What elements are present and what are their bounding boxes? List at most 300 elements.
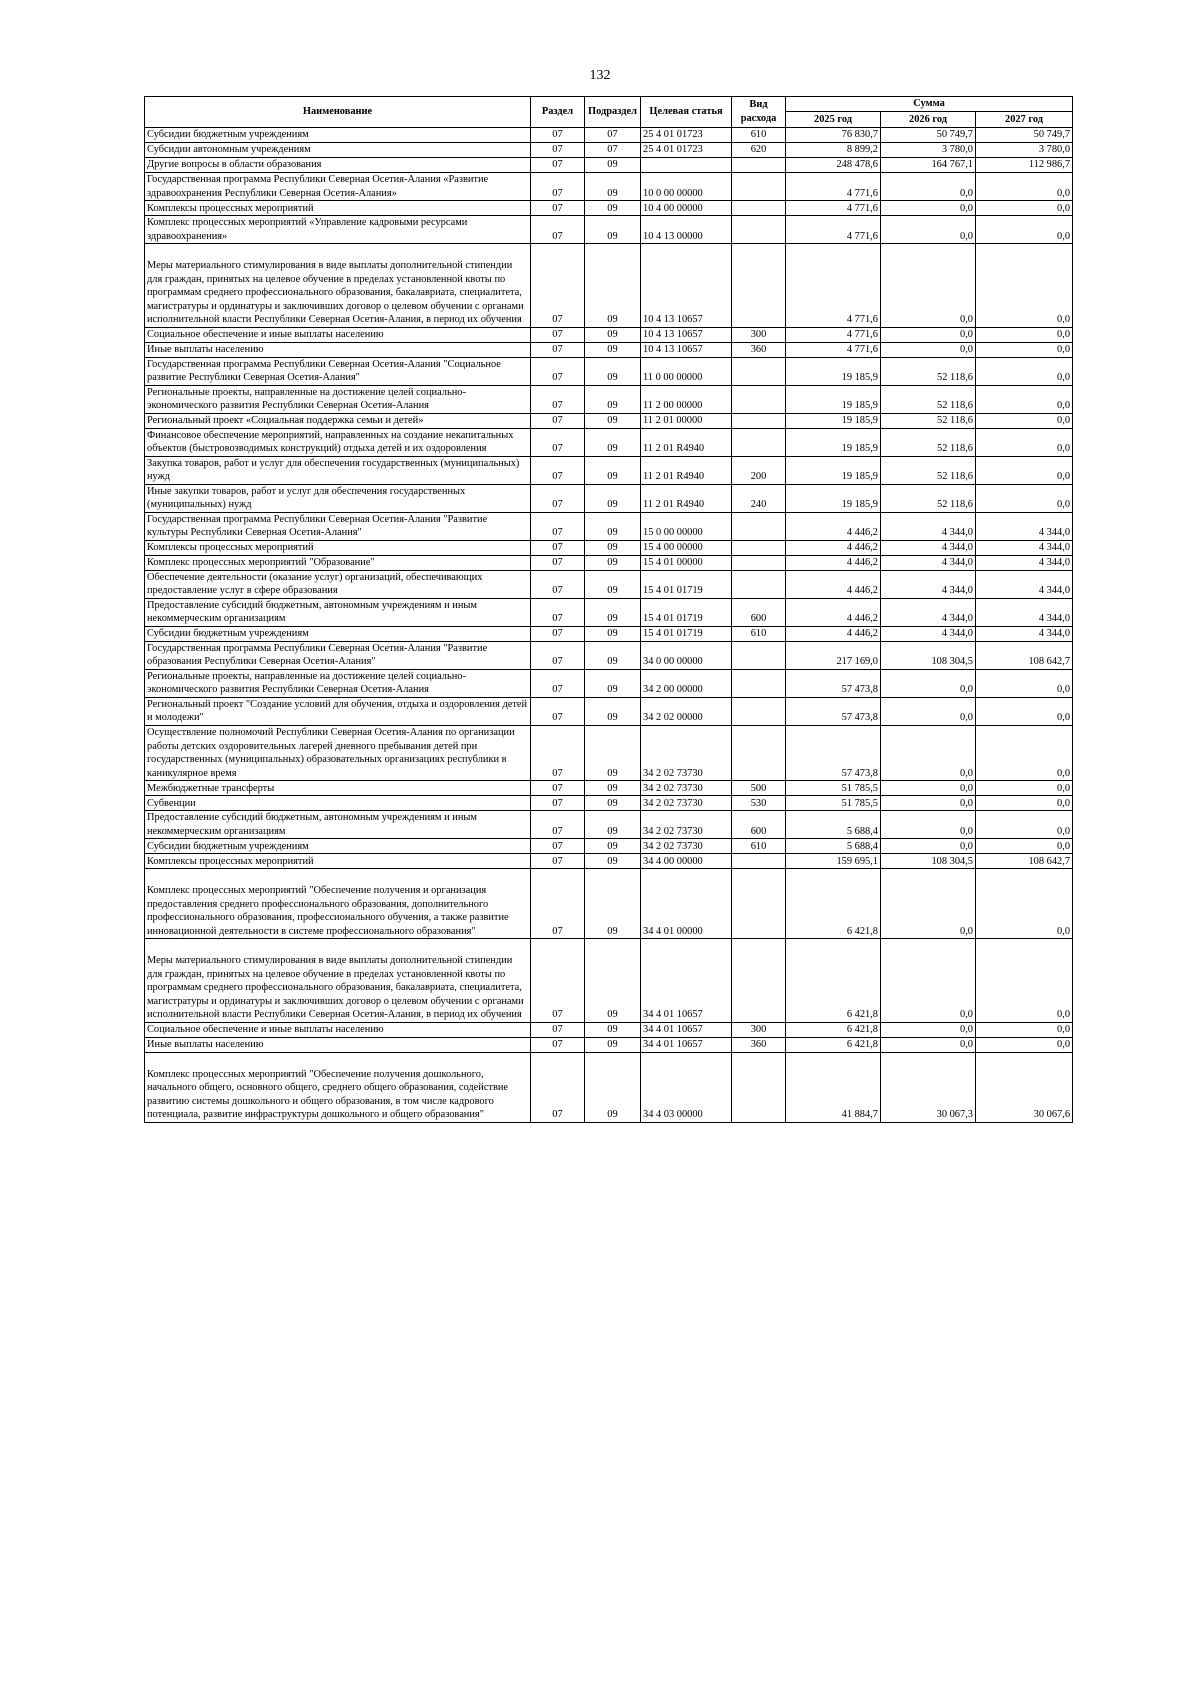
row-expense-type (732, 555, 786, 570)
row-sum-2025: 4 771,6 (786, 342, 881, 357)
row-sum-2026: 108 304,5 (881, 854, 976, 869)
row-sum-2026: 52 118,6 (881, 456, 976, 484)
row-sum-2025: 19 185,9 (786, 413, 881, 428)
row-expense-type (732, 697, 786, 725)
row-expense-type (732, 570, 786, 598)
row-name: Предоставление субсидий бюджетным, автономным учреждениям и иным некоммерческим организациям (145, 598, 531, 626)
table-row (145, 570, 1073, 598)
row-sum-2026: 4 344,0 (881, 555, 976, 570)
row-target: 15 4 00 00000 (641, 540, 732, 555)
row-sum-2026: 0,0 (881, 697, 976, 725)
row-name: Обеспечение деятельности (оказание услуг) организаций, обеспечивающих предоставление услуг в сфере образования (145, 570, 531, 598)
row-subsection: 09 (585, 540, 641, 555)
table-row (145, 456, 1073, 484)
row-section: 07 (531, 839, 585, 854)
header-2026: 2026 год (881, 112, 976, 128)
row-target: 11 2 00 00000 (641, 385, 732, 413)
row-name: Государственная программа Республики Северная Осетия-Алания "Развитие образования Республики Северная Осетия-Алания" (145, 641, 531, 669)
table-row (145, 854, 1073, 869)
row-expense-type (732, 641, 786, 669)
row-subsection: 09 (585, 869, 641, 939)
row-sum-2026: 52 118,6 (881, 428, 976, 456)
row-sum-2026: 30 067,3 (881, 1052, 976, 1122)
table-row (145, 216, 1073, 244)
row-sum-2026: 3 780,0 (881, 143, 976, 158)
row-subsection: 09 (585, 158, 641, 173)
table-row (145, 484, 1073, 512)
row-sum-2025: 19 185,9 (786, 428, 881, 456)
row-sum-2026: 0,0 (881, 781, 976, 796)
row-target: 15 4 01 01719 (641, 570, 732, 598)
table-row (145, 201, 1073, 216)
header-target: Целевая статья (641, 97, 732, 128)
row-sum-2027: 4 344,0 (976, 540, 1073, 555)
row-sum-2026: 0,0 (881, 811, 976, 839)
row-subsection: 07 (585, 128, 641, 143)
row-expense-type: 300 (732, 327, 786, 342)
row-sum-2025: 5 688,4 (786, 839, 881, 854)
row-sum-2027: 0,0 (976, 725, 1073, 780)
row-target: 10 4 00 00000 (641, 201, 732, 216)
row-sum-2027: 112 986,7 (976, 158, 1073, 173)
table-row (145, 839, 1073, 854)
row-sum-2027: 0,0 (976, 357, 1073, 385)
row-name: Комплекс процессных мероприятий "Образование" (145, 555, 531, 570)
row-sum-2025: 248 478,6 (786, 158, 881, 173)
row-sum-2027: 4 344,0 (976, 512, 1073, 540)
row-section: 07 (531, 781, 585, 796)
row-target: 34 2 02 73730 (641, 781, 732, 796)
row-target: 10 0 00 00000 (641, 173, 732, 201)
row-name: Региональный проект "Создание условий для обучения, отдыха и оздоровления детей и молодежи" (145, 697, 531, 725)
row-section: 07 (531, 1022, 585, 1037)
row-sum-2025: 19 185,9 (786, 385, 881, 413)
row-target: 34 2 02 73730 (641, 725, 732, 780)
page-number: 132 (589, 68, 611, 83)
row-sum-2025: 217 169,0 (786, 641, 881, 669)
row-expense-type (732, 428, 786, 456)
row-sum-2026: 52 118,6 (881, 484, 976, 512)
row-sum-2027: 0,0 (976, 201, 1073, 216)
row-sum-2027: 108 642,7 (976, 854, 1073, 869)
row-subsection: 09 (585, 697, 641, 725)
row-expense-type (732, 385, 786, 413)
row-expense-type (732, 201, 786, 216)
row-name: Региональные проекты, направленные на достижение целей социально-экономического развития Республики Северная Осетия-Алания (145, 669, 531, 697)
row-sum-2026: 0,0 (881, 1037, 976, 1052)
row-sum-2026: 0,0 (881, 869, 976, 939)
header-sum: Сумма (786, 97, 1073, 112)
row-target: 10 4 13 10657 (641, 327, 732, 342)
row-expense-type (732, 413, 786, 428)
table-row (145, 1022, 1073, 1037)
row-sum-2026: 108 304,5 (881, 641, 976, 669)
row-name: Социальное обеспечение и иные выплаты населению (145, 1022, 531, 1037)
table-row (145, 385, 1073, 413)
row-name: Иные закупки товаров, работ и услуг для обеспечения государственных (муниципальных) нужд (145, 484, 531, 512)
row-sum-2027: 0,0 (976, 456, 1073, 484)
row-sum-2027: 0,0 (976, 342, 1073, 357)
row-expense-type: 530 (732, 796, 786, 811)
row-sum-2026: 0,0 (881, 327, 976, 342)
row-name: Социальное обеспечение и иные выплаты населению (145, 327, 531, 342)
row-sum-2027: 0,0 (976, 939, 1073, 1023)
row-sum-2025: 19 185,9 (786, 456, 881, 484)
row-target: 34 2 02 73730 (641, 811, 732, 839)
row-sum-2025: 57 473,8 (786, 697, 881, 725)
table-row (145, 128, 1073, 143)
row-target: 34 4 03 00000 (641, 1052, 732, 1122)
row-expense-type (732, 869, 786, 939)
row-name: Государственная программа Республики Северная Осетия-Алания "Развитие культуры Республики Северная Осетия-Алания" (145, 512, 531, 540)
row-expense-type (732, 216, 786, 244)
row-sum-2025: 19 185,9 (786, 357, 881, 385)
row-subsection: 09 (585, 781, 641, 796)
table-row (145, 641, 1073, 669)
row-sum-2026: 0,0 (881, 669, 976, 697)
row-sum-2027: 0,0 (976, 697, 1073, 725)
row-name: Комплекс процессных мероприятий "Обеспечение получения и организация предоставления среднего профессионального образования, дополнительного профессионального образования, профессионального обучения, а также развитие инновационной деятельности в системе профессионального образования" (145, 869, 531, 939)
row-sum-2026: 4 344,0 (881, 540, 976, 555)
row-sum-2027: 0,0 (976, 484, 1073, 512)
row-sum-2025: 4 446,2 (786, 626, 881, 641)
row-section: 07 (531, 1037, 585, 1052)
row-section: 07 (531, 456, 585, 484)
row-sum-2025: 4 771,6 (786, 327, 881, 342)
row-target: 34 0 00 00000 (641, 641, 732, 669)
row-section: 07 (531, 428, 585, 456)
row-subsection: 09 (585, 456, 641, 484)
row-sum-2027: 0,0 (976, 781, 1073, 796)
row-sum-2027: 0,0 (976, 413, 1073, 428)
row-subsection: 09 (585, 244, 641, 328)
row-subsection: 09 (585, 669, 641, 697)
row-sum-2026: 4 344,0 (881, 626, 976, 641)
row-name: Иные выплаты населению (145, 342, 531, 357)
row-target: 10 4 13 10657 (641, 342, 732, 357)
row-name: Государственная программа Республики Северная Осетия-Алания "Социальное развитие Республики Северная Осетия-Алания" (145, 357, 531, 385)
row-sum-2027: 0,0 (976, 796, 1073, 811)
table-row (145, 143, 1073, 158)
row-section: 07 (531, 385, 585, 413)
row-name: Государственная программа Республики Северная Осетия-Алания «Развитие здравоохранения Республики Северная Осетия-Алания» (145, 173, 531, 201)
row-name: Финансовое обеспечение мероприятий, направленных на создание некапитальных объектов (быстровозводимых конструкций) отдыха детей и их оздоровления (145, 428, 531, 456)
row-target: 11 2 01 R4940 (641, 484, 732, 512)
row-name: Другие вопросы в области образования (145, 158, 531, 173)
row-expense-type: 600 (732, 811, 786, 839)
row-sum-2027: 0,0 (976, 173, 1073, 201)
row-section: 07 (531, 327, 585, 342)
row-subsection: 09 (585, 428, 641, 456)
row-sum-2026: 0,0 (881, 216, 976, 244)
row-sum-2025: 19 185,9 (786, 484, 881, 512)
row-subsection: 09 (585, 216, 641, 244)
row-target: 25 4 01 01723 (641, 143, 732, 158)
row-name: Предоставление субсидий бюджетным, автономным учреждениям и иным некоммерческим организациям (145, 811, 531, 839)
row-section: 07 (531, 869, 585, 939)
row-name: Комплекс процессных мероприятий "Обеспечение получения дошкольного, начального общего, основного общего, среднего общего образования, содействие развитию системы дошкольного и общего образования, в том числе кадрового потенциала, развитие инфраструктуры дошкольного и общего образования" (145, 1052, 531, 1122)
row-target: 10 4 13 10657 (641, 244, 732, 328)
row-target: 34 4 01 10657 (641, 1022, 732, 1037)
row-sum-2025: 5 688,4 (786, 811, 881, 839)
row-sum-2027: 4 344,0 (976, 555, 1073, 570)
row-target: 15 4 01 01719 (641, 598, 732, 626)
row-section: 07 (531, 939, 585, 1023)
row-target: 34 2 02 73730 (641, 839, 732, 854)
row-subsection: 09 (585, 939, 641, 1023)
row-subsection: 07 (585, 143, 641, 158)
table-row (145, 626, 1073, 641)
table-row (145, 357, 1073, 385)
row-section: 07 (531, 413, 585, 428)
row-sum-2026: 4 344,0 (881, 512, 976, 540)
row-expense-type: 360 (732, 1037, 786, 1052)
row-section: 07 (531, 357, 585, 385)
row-subsection: 09 (585, 484, 641, 512)
row-target: 34 2 02 73730 (641, 796, 732, 811)
row-sum-2025: 6 421,8 (786, 869, 881, 939)
row-target: 15 0 00 00000 (641, 512, 732, 540)
row-target: 34 4 01 10657 (641, 939, 732, 1023)
table-body (145, 128, 1073, 1123)
row-sum-2025: 4 771,6 (786, 201, 881, 216)
row-sum-2026: 0,0 (881, 1022, 976, 1037)
row-sum-2026: 0,0 (881, 342, 976, 357)
row-sum-2025: 4 446,2 (786, 598, 881, 626)
row-section: 07 (531, 598, 585, 626)
row-subsection: 09 (585, 1022, 641, 1037)
row-subsection: 09 (585, 1037, 641, 1052)
row-sum-2027: 0,0 (976, 327, 1073, 342)
row-sum-2026: 52 118,6 (881, 357, 976, 385)
row-sum-2027: 0,0 (976, 669, 1073, 697)
row-subsection: 09 (585, 839, 641, 854)
row-expense-type: 240 (732, 484, 786, 512)
row-subsection: 09 (585, 342, 641, 357)
row-sum-2025: 159 695,1 (786, 854, 881, 869)
row-name: Осуществление полномочий Республики Северная Осетия-Алания по организации работы детских оздоровительных лагерей дневного пребывания детей при государственных (муниципальных) образовательных организациях республики в каникулярное время (145, 725, 531, 780)
row-subsection: 09 (585, 385, 641, 413)
row-subsection: 09 (585, 641, 641, 669)
row-sum-2025: 4 771,6 (786, 216, 881, 244)
row-subsection: 09 (585, 811, 641, 839)
row-section: 07 (531, 173, 585, 201)
row-sum-2026: 4 344,0 (881, 598, 976, 626)
table-row (145, 796, 1073, 811)
row-target: 11 2 01 00000 (641, 413, 732, 428)
table-row (145, 428, 1073, 456)
row-subsection: 09 (585, 796, 641, 811)
row-target: 34 4 01 10657 (641, 1037, 732, 1052)
row-sum-2027: 30 067,6 (976, 1052, 1073, 1122)
row-section: 07 (531, 796, 585, 811)
header-name: Наименование (145, 97, 531, 128)
row-subsection: 09 (585, 173, 641, 201)
table-row (145, 939, 1073, 1023)
row-subsection: 09 (585, 357, 641, 385)
row-section: 07 (531, 626, 585, 641)
row-expense-type: 300 (732, 1022, 786, 1037)
row-sum-2027: 0,0 (976, 811, 1073, 839)
row-sum-2027: 0,0 (976, 244, 1073, 328)
table-row (145, 244, 1073, 328)
row-subsection: 09 (585, 327, 641, 342)
row-name: Субсидии бюджетным учреждениям (145, 626, 531, 641)
row-subsection: 09 (585, 201, 641, 216)
row-name: Закупка товаров, работ и услуг для обеспечения государственных (муниципальных) нужд (145, 456, 531, 484)
row-subsection: 09 (585, 626, 641, 641)
row-expense-type (732, 939, 786, 1023)
row-subsection: 09 (585, 725, 641, 780)
header-section: Раздел (531, 97, 585, 128)
row-section: 07 (531, 201, 585, 216)
table-row (145, 697, 1073, 725)
row-name: Комплексы процессных мероприятий (145, 540, 531, 555)
row-sum-2025: 4 446,2 (786, 512, 881, 540)
row-sum-2026: 0,0 (881, 839, 976, 854)
row-sum-2027: 0,0 (976, 869, 1073, 939)
row-expense-type: 600 (732, 598, 786, 626)
row-sum-2027: 0,0 (976, 428, 1073, 456)
row-sum-2025: 4 771,6 (786, 244, 881, 328)
row-target: 11 0 00 00000 (641, 357, 732, 385)
row-sum-2025: 4 771,6 (786, 173, 881, 201)
row-name: Межбюджетные трансферты (145, 781, 531, 796)
row-section: 07 (531, 1052, 585, 1122)
row-section: 07 (531, 570, 585, 598)
row-target: 34 2 02 00000 (641, 697, 732, 725)
row-name: Субсидии бюджетным учреждениям (145, 128, 531, 143)
row-subsection: 09 (585, 854, 641, 869)
header-subsection: Подраздел (585, 97, 641, 128)
row-name: Меры материального стимулирования в виде выплаты дополнительной стипендии для граждан, принятых на целевое обучение в пределах установленной квоты по программам среднего профессионального образования, бакалавриата, специалитета, магистратуры и ординатуры и заключивших договор о целевом обучении с органами исполнительной власти Республики Северная Осетия-Алания, в период их обучения (145, 939, 531, 1023)
row-sum-2027: 0,0 (976, 216, 1073, 244)
row-sum-2026: 52 118,6 (881, 385, 976, 413)
row-target: 10 4 13 00000 (641, 216, 732, 244)
table-row (145, 555, 1073, 570)
row-sum-2027: 108 642,7 (976, 641, 1073, 669)
row-expense-type: 620 (732, 143, 786, 158)
row-expense-type: 360 (732, 342, 786, 357)
row-sum-2026: 0,0 (881, 939, 976, 1023)
row-name: Иные выплаты населению (145, 1037, 531, 1052)
row-name: Субсидии автономным учреждениям (145, 143, 531, 158)
table-row (145, 781, 1073, 796)
row-sum-2026: 52 118,6 (881, 413, 976, 428)
row-expense-type: 500 (732, 781, 786, 796)
row-sum-2025: 51 785,5 (786, 796, 881, 811)
row-sum-2026: 0,0 (881, 796, 976, 811)
row-sum-2027: 4 344,0 (976, 570, 1073, 598)
header-2027: 2027 год (976, 112, 1073, 128)
row-expense-type (732, 540, 786, 555)
row-target: 34 4 00 00000 (641, 854, 732, 869)
table-row (145, 811, 1073, 839)
row-sum-2026: 4 344,0 (881, 570, 976, 598)
row-target: 34 2 00 00000 (641, 669, 732, 697)
table-row (145, 598, 1073, 626)
row-expense-type: 200 (732, 456, 786, 484)
row-expense-type (732, 244, 786, 328)
row-sum-2027: 0,0 (976, 1037, 1073, 1052)
row-sum-2026: 0,0 (881, 244, 976, 328)
row-section: 07 (531, 128, 585, 143)
row-sum-2026: 0,0 (881, 173, 976, 201)
row-section: 07 (531, 216, 585, 244)
row-sum-2025: 6 421,8 (786, 1037, 881, 1052)
table-row (145, 173, 1073, 201)
row-expense-type (732, 173, 786, 201)
table-row (145, 1052, 1073, 1122)
table-row (145, 342, 1073, 357)
row-subsection: 09 (585, 413, 641, 428)
table-row (145, 158, 1073, 173)
budget-table (144, 96, 1073, 1123)
row-target: 34 4 01 00000 (641, 869, 732, 939)
row-section: 07 (531, 725, 585, 780)
table-row (145, 413, 1073, 428)
row-section: 07 (531, 555, 585, 570)
row-expense-type (732, 854, 786, 869)
row-section: 07 (531, 484, 585, 512)
row-name: Региональный проект «Социальная поддержка семьи и детей» (145, 413, 531, 428)
row-expense-type (732, 357, 786, 385)
row-section: 07 (531, 641, 585, 669)
table-row (145, 540, 1073, 555)
row-sum-2025: 4 446,2 (786, 555, 881, 570)
row-sum-2027: 0,0 (976, 1022, 1073, 1037)
row-section: 07 (531, 669, 585, 697)
row-sum-2025: 51 785,5 (786, 781, 881, 796)
row-section: 07 (531, 512, 585, 540)
row-expense-type (732, 725, 786, 780)
row-sum-2027: 4 344,0 (976, 598, 1073, 626)
row-target: 15 4 01 01719 (641, 626, 732, 641)
row-sum-2025: 6 421,8 (786, 939, 881, 1023)
row-subsection: 09 (585, 570, 641, 598)
row-expense-type: 610 (732, 128, 786, 143)
row-sum-2025: 57 473,8 (786, 725, 881, 780)
row-sum-2027: 50 749,7 (976, 128, 1073, 143)
row-target: 11 2 01 R4940 (641, 428, 732, 456)
row-sum-2026: 0,0 (881, 201, 976, 216)
row-subsection: 09 (585, 512, 641, 540)
table-row (145, 669, 1073, 697)
row-sum-2025: 76 830,7 (786, 128, 881, 143)
row-name: Меры материального стимулирования в виде выплаты дополнительной стипендии для граждан, принятых на целевое обучение в пределах установленной квоты по программам среднего профессионального образования, бакалавриата, специалитета, магистратуры и ординатуры и заключивших договор о целевом обучении с органами исполнительной власти Республики Северная Осетия-Алания, в период их обучения (145, 244, 531, 328)
row-section: 07 (531, 342, 585, 357)
row-target: 25 4 01 01723 (641, 128, 732, 143)
row-name: Комплексы процессных мероприятий (145, 201, 531, 216)
row-sum-2027: 0,0 (976, 385, 1073, 413)
row-name: Субвенции (145, 796, 531, 811)
table-row (145, 1037, 1073, 1052)
row-section: 07 (531, 854, 585, 869)
row-subsection: 09 (585, 555, 641, 570)
row-expense-type (732, 1052, 786, 1122)
row-sum-2027: 3 780,0 (976, 143, 1073, 158)
row-section: 07 (531, 697, 585, 725)
row-sum-2025: 8 899,2 (786, 143, 881, 158)
row-sum-2025: 6 421,8 (786, 1022, 881, 1037)
row-expense-type (732, 158, 786, 173)
row-target: 15 4 01 00000 (641, 555, 732, 570)
row-sum-2026: 50 749,7 (881, 128, 976, 143)
row-sum-2025: 4 446,2 (786, 540, 881, 555)
row-section: 07 (531, 143, 585, 158)
row-section: 07 (531, 244, 585, 328)
row-expense-type: 610 (732, 839, 786, 854)
